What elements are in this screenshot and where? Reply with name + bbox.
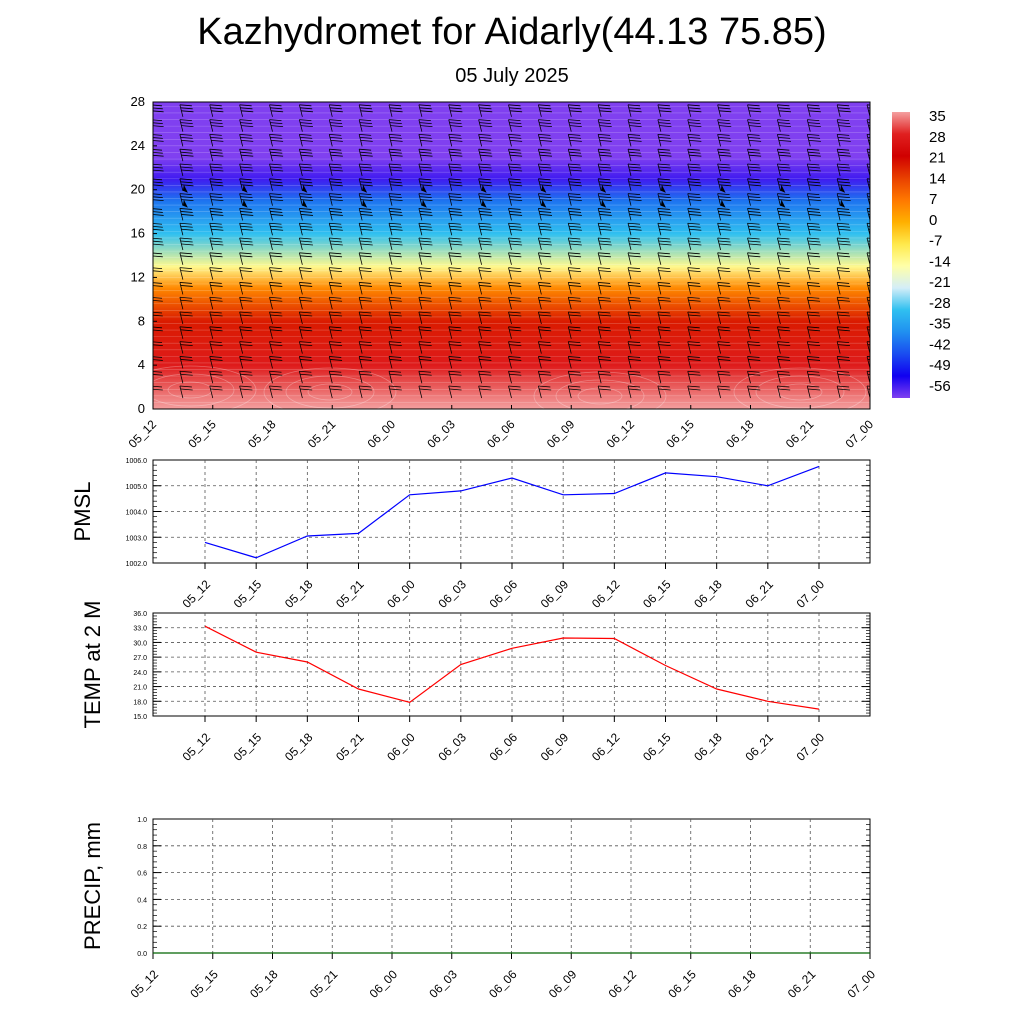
y-tick-label: 15.0 bbox=[133, 714, 147, 721]
x-tick-label: 06_15 bbox=[640, 577, 674, 611]
x-tick-label: 06_21 bbox=[742, 577, 776, 611]
y-tick-label: 0.0 bbox=[137, 951, 147, 958]
colorbar-label: 0 bbox=[929, 211, 938, 229]
y-tick-label: 0 bbox=[137, 401, 145, 416]
y-tick-label: 1003.0 bbox=[125, 535, 147, 543]
x-tick-label: 06_03 bbox=[426, 967, 460, 1001]
colorbar-label: -56 bbox=[929, 378, 951, 395]
temp-2m-panel bbox=[80, 601, 870, 764]
x-tick-label: 06_09 bbox=[545, 967, 580, 1001]
y-tick-label: 24 bbox=[130, 137, 145, 153]
x-tick-label: 05_12 bbox=[125, 417, 160, 451]
x-tick-label: 06_21 bbox=[782, 417, 817, 451]
pmsl-panel bbox=[70, 458, 870, 611]
x-tick-label: 05_12 bbox=[179, 730, 214, 764]
cross-section-panel bbox=[124, 94, 881, 451]
x-tick-label: 06_15 bbox=[665, 967, 699, 1001]
x-tick-label: 05_15 bbox=[187, 967, 221, 1001]
x-tick-label: 06_03 bbox=[435, 577, 469, 611]
x-tick-label: 05_15 bbox=[185, 417, 219, 451]
x-tick-label: 06_06 bbox=[484, 417, 518, 451]
y-tick-label: 12 bbox=[130, 269, 145, 285]
x-tick-label: 06_00 bbox=[384, 577, 418, 611]
x-tick-label: 05_15 bbox=[230, 730, 265, 764]
x-tick-label: 06_15 bbox=[663, 417, 697, 451]
x-tick-label: 05_21 bbox=[333, 577, 367, 611]
y-tick-label: 27.0 bbox=[133, 655, 147, 663]
y-tick-label: 1002.0 bbox=[125, 561, 147, 568]
colorbar-label: 7 bbox=[929, 191, 938, 209]
y-tick-label: 1005.0 bbox=[125, 483, 147, 491]
colorbar-label: -14 bbox=[929, 253, 951, 271]
colorbar-label: -28 bbox=[929, 294, 951, 312]
x-tick-label: 07_00 bbox=[793, 730, 828, 764]
x-tick-label: 06_12 bbox=[605, 967, 640, 1001]
colorbar-label: -21 bbox=[929, 274, 951, 292]
x-tick-label: 07_00 bbox=[844, 967, 879, 1001]
x-tick-label: 05_21 bbox=[304, 417, 339, 451]
cross-section-x-axis bbox=[126, 405, 877, 451]
x-tick-label: 06_00 bbox=[364, 417, 399, 451]
y-tick-label: 36.0 bbox=[133, 611, 147, 618]
colorbar-label: 21 bbox=[929, 149, 946, 167]
x-tick-label: 06_12 bbox=[603, 417, 638, 451]
y-tick-label: 1004.0 bbox=[125, 509, 147, 517]
x-tick-label: 06_00 bbox=[384, 730, 418, 764]
y-tick-label: 33.0 bbox=[133, 625, 147, 633]
y-axis-title: PMSL bbox=[70, 481, 95, 542]
x-tick-label: 05_15 bbox=[230, 577, 265, 611]
colorbar-scale bbox=[892, 112, 910, 398]
x-tick-label: 06_15 bbox=[640, 730, 674, 764]
colorbar-label: 28 bbox=[929, 128, 946, 146]
colorbar-label: 35 bbox=[929, 108, 946, 125]
y-axis-title: PRECIP, mm bbox=[80, 822, 105, 950]
x-tick-label: 06_03 bbox=[435, 730, 469, 764]
chart-subtitle: 05 July 2025 bbox=[455, 65, 569, 87]
y-tick-label: 0.2 bbox=[137, 924, 147, 932]
x-tick-label: 05_18 bbox=[281, 577, 316, 611]
colorbar-label: -7 bbox=[929, 232, 943, 250]
x-tick-label: 05_21 bbox=[306, 967, 341, 1001]
x-tick-label: 06_18 bbox=[725, 967, 759, 1001]
x-tick-label: 05_18 bbox=[245, 417, 279, 451]
x-tick-label: 06_03 bbox=[424, 417, 458, 451]
colorbar-label: -42 bbox=[929, 336, 951, 354]
y-tick-label: 30.0 bbox=[133, 640, 147, 648]
x-tick-label: 06_18 bbox=[723, 417, 757, 451]
x-tick-label: 05_18 bbox=[247, 967, 281, 1001]
y-tick-label: 1.0 bbox=[137, 817, 147, 824]
y-axis-title: TEMP at 2 M bbox=[80, 600, 105, 729]
y-tick-label: 0.8 bbox=[137, 843, 147, 851]
x-tick-label: 06_09 bbox=[543, 417, 578, 451]
x-tick-label: 07_00 bbox=[793, 577, 828, 611]
x-tick-label: 06_21 bbox=[784, 967, 819, 1001]
x-tick-label: 05_18 bbox=[281, 730, 316, 764]
x-tick-label: 06_00 bbox=[366, 967, 401, 1001]
x-tick-label: 06_21 bbox=[742, 730, 776, 764]
x-tick-label: 05_12 bbox=[179, 577, 214, 611]
y-tick-label: 18.0 bbox=[133, 699, 147, 707]
chart-title: Kazhydromet for Aidarly(44.13 75.85) bbox=[197, 11, 827, 53]
precip-panel bbox=[80, 817, 878, 1001]
y-tick-label: 16 bbox=[130, 225, 145, 241]
y-tick-label: 24.0 bbox=[133, 669, 147, 677]
colorbar-label: -35 bbox=[929, 315, 951, 333]
x-tick-label: 06_12 bbox=[588, 730, 623, 764]
y-tick-label: 1006.0 bbox=[125, 458, 147, 465]
plot-frame bbox=[153, 460, 870, 563]
y-tick-label: 0.4 bbox=[137, 897, 147, 905]
y-tick-label: 28 bbox=[130, 94, 145, 109]
y-tick-label: 8 bbox=[137, 313, 145, 329]
x-tick-label: 06_06 bbox=[486, 730, 521, 764]
x-tick-label: 05_12 bbox=[127, 967, 162, 1001]
x-tick-label: 06_06 bbox=[486, 577, 521, 611]
x-tick-label: 05_21 bbox=[333, 730, 367, 764]
x-tick-label: 06_06 bbox=[486, 967, 520, 1001]
x-tick-label: 06_18 bbox=[691, 577, 725, 611]
colorbar-label: -49 bbox=[929, 357, 951, 375]
y-tick-label: 0.6 bbox=[137, 870, 147, 878]
x-tick-label: 07_00 bbox=[842, 417, 877, 451]
y-tick-label: 20 bbox=[130, 181, 145, 197]
x-tick-label: 06_09 bbox=[537, 730, 572, 764]
x-tick-label: 06_18 bbox=[691, 730, 725, 764]
x-tick-label: 06_09 bbox=[537, 577, 572, 611]
y-tick-label: 21.0 bbox=[133, 684, 147, 692]
colorbar-label: 14 bbox=[929, 170, 946, 188]
colorbar bbox=[892, 108, 951, 398]
x-tick-label: 06_12 bbox=[588, 577, 623, 611]
y-tick-label: 4 bbox=[137, 357, 145, 373]
colorbar-labels bbox=[929, 108, 951, 395]
